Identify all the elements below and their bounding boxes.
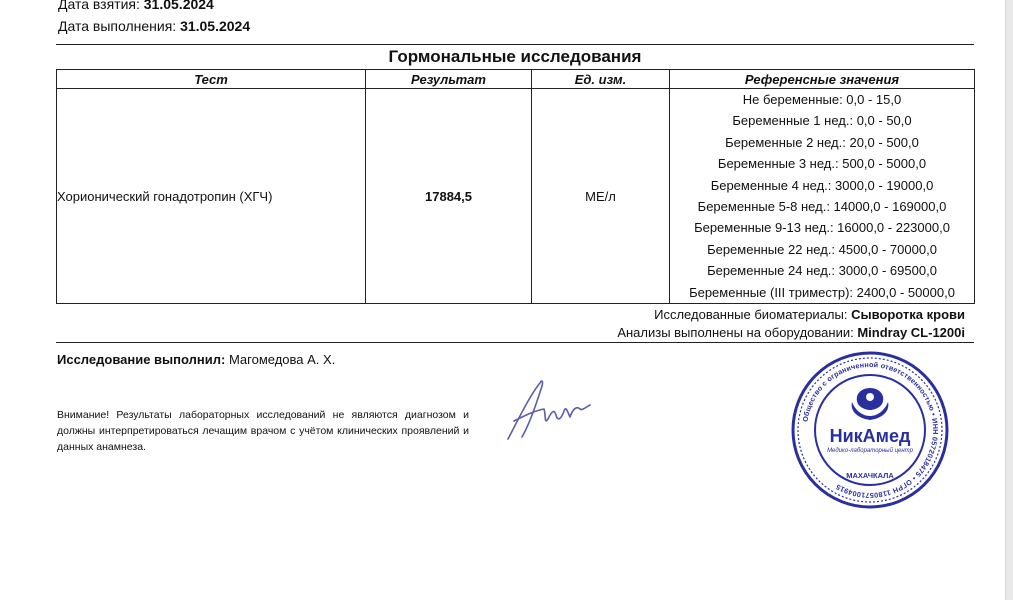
- column-header-result: Результат: [366, 70, 532, 89]
- biomaterial-label: Исследованные биоматериалы:: [654, 307, 848, 322]
- equipment-value: Mindray CL-1200i: [857, 325, 965, 340]
- top-divider: [56, 44, 974, 45]
- table-header-row: [57, 70, 975, 89]
- column-header-reference: Референсные значения: [670, 70, 975, 89]
- column-header-unit: Ед. изм.: [532, 70, 670, 89]
- reference-values: [670, 89, 975, 304]
- svg-text:МАХАЧКАЛА: МАХАЧКАЛА: [846, 471, 894, 480]
- reference-line: Беременные 24 нед.: 3000,0 - 69500,0: [707, 263, 937, 279]
- results-table: [56, 69, 975, 304]
- reference-line: Беременные 22 нед.: 4500,0 - 70000,0: [707, 241, 937, 257]
- reference-line: Беременные 4 нед.: 3000,0 - 19000,0: [710, 177, 934, 193]
- biomaterial-line: [654, 307, 965, 322]
- performed-by: [57, 352, 335, 367]
- equipment-line: [617, 325, 965, 340]
- reference-line: Беременные 3 нед.: 500,0 - 5000,0: [717, 156, 927, 172]
- date-completed-label: Дата выполнения:: [58, 18, 177, 34]
- test-unit: МЕ/л: [532, 89, 670, 304]
- section-title: Гормональные исследования: [388, 47, 642, 66]
- disclaimer-notice: Внимание! Результаты лабораторных исследований не являются диагнозом и должны интерпретироваться лечащим врачом с учётом клинических проявлений и данных анамнеза.: [57, 409, 469, 453]
- test-name: Хорионический гонадотропин (ХГЧ): [57, 89, 366, 304]
- date-taken-label: Дата взятия:: [58, 0, 140, 12]
- svg-text:НикАмед: НикАмед: [829, 426, 911, 446]
- performed-by-label: Исследование выполнил:: [57, 352, 226, 367]
- reference-line: Беременные 9-13 нед.: 16000,0 - 223000,0: [694, 220, 950, 236]
- column-header-test: Тест: [57, 70, 366, 89]
- performed-by-name: Магомедова А. Х.: [228, 352, 336, 367]
- signature: [500, 375, 600, 450]
- date-taken-value: 31.05.2024: [143, 0, 214, 12]
- biomaterial-value: Сыворотка крови: [851, 307, 965, 322]
- equipment-label: Анализы выполнены на оборудовании:: [617, 325, 854, 340]
- reference-line: Беременные 1 нед.: 0,0 - 50,0: [732, 113, 912, 129]
- test-result: 17884,5: [366, 89, 532, 304]
- reference-line: Беременные 5-8 нед.: 14000,0 - 169000,0: [697, 199, 947, 215]
- svg-text:Медико-лабораторный центр: Медико-лабораторный центр: [827, 448, 913, 454]
- reference-line: Беременные 2 нед.: 20,0 - 500,0: [725, 134, 919, 150]
- reference-line: Беременные (III триместр): 2400,0 - 50000,0: [689, 284, 955, 300]
- date-completed: [58, 18, 250, 34]
- svg-text:Общество с ограниченной ответс: Общество с ограниченной ответственностью • ИНН 0572018475 • ОГРН 1180571004915: [800, 359, 941, 501]
- reference-line: Не беременные: 0,0 - 15,0: [742, 92, 902, 107]
- date-taken: [58, 0, 214, 12]
- bottom-divider: [56, 342, 974, 343]
- page-edge: [1005, 0, 1013, 600]
- date-completed-value: 31.05.2024: [180, 18, 251, 34]
- table-row: [57, 89, 975, 304]
- stamp-seal: [790, 350, 950, 510]
